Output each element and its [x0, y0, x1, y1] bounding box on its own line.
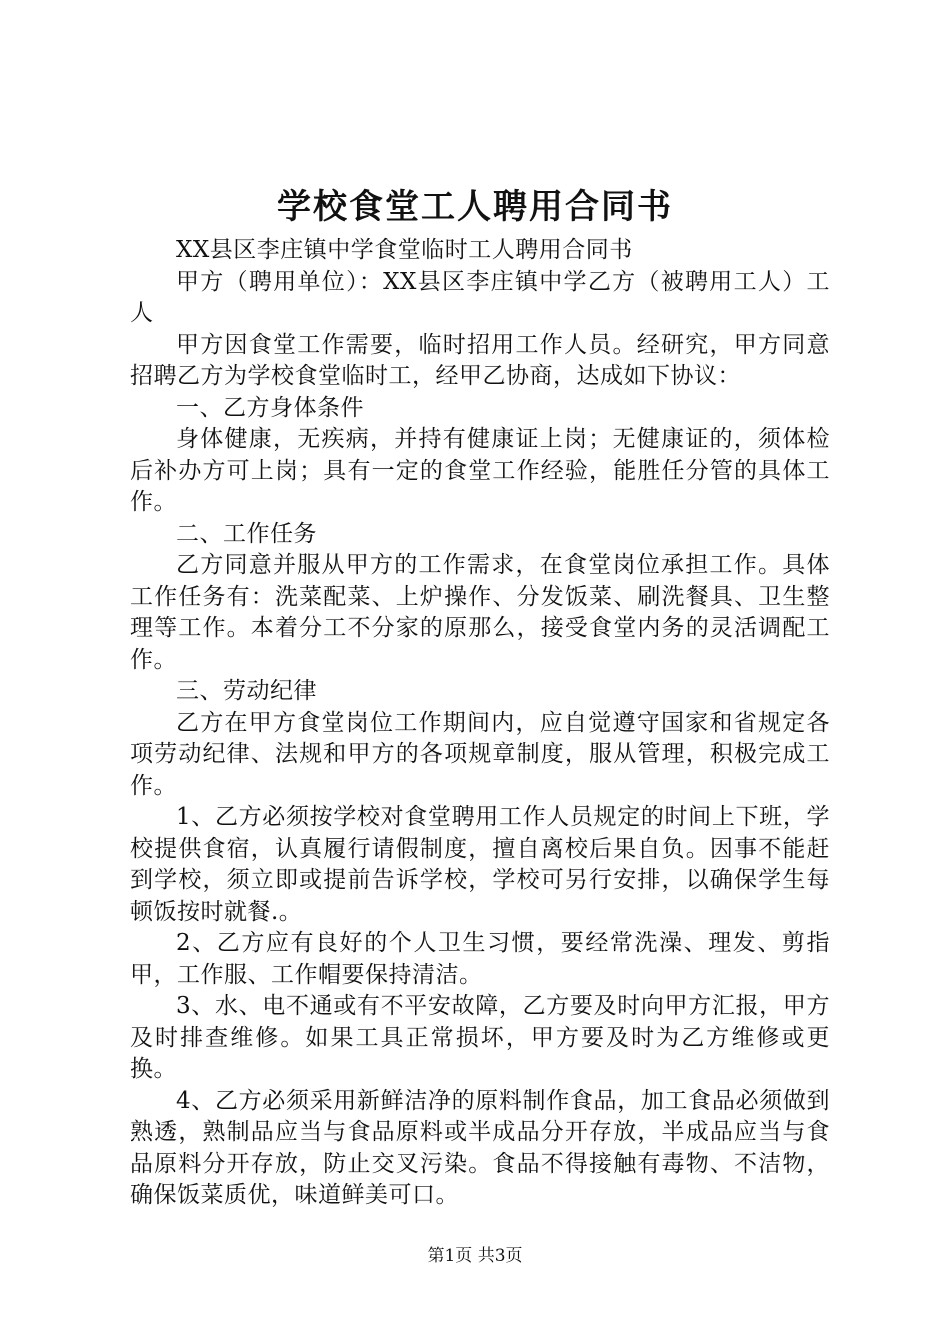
tasks-paragraph: 乙方同意并服从甲方的工作需求，在食堂岗位承担工作。具体工作任务有：洗菜配菜、上炉操作、分发饭菜、刷洗餐具、卫生整理等工作。本着分工不分家的原那么，接受食堂内务的灵活调配工作。 [130, 552, 830, 673]
section-heading-health: 一、乙方身体条件 [176, 394, 364, 421]
document-title: 学校食堂工人聘用合同书 [277, 187, 673, 227]
clause-1: 1、乙方必须按学校对食堂聘用工作人员规定的时间上下班，学校提供食宿，认真履行请假制度，擅自离校后果自负。因事不能赶到学校，须立即或提前告诉学校，学校可另行安排，以确保学生每顿饭按时就餐.。 [130, 804, 830, 925]
section-heading-discipline: 三、劳动纪律 [176, 678, 317, 704]
clause-3: 3、水、电不通或有不平安故障，乙方要及时向甲方汇报，甲方及时排查维修。如果工具正常损坏，甲方要及时为乙方维修或更换。 [130, 993, 830, 1082]
section-heading-tasks: 二、工作任务 [176, 520, 317, 547]
page-footer: 第1页 共3页 [427, 1246, 523, 1266]
contract-name-line: XX县区李庄镇中学食堂临时工人聘用合同书 [176, 237, 633, 263]
discipline-paragraph: 乙方在甲方食堂岗位工作期间内，应自觉遵守国家和省规定各项劳动纪律、法规和甲方的各项规章制度，服从管理，积极完成工作。 [130, 709, 830, 799]
parties-line: 甲方（聘用单位）：XX县区李庄镇中学乙方（被聘用工人）工人 [130, 268, 830, 326]
document-body [130, 235, 830, 1212]
clause-2: 2、乙方应有良好的个人卫生习惯，要经常洗澡、理发、剪指甲，工作服、工作帽要保持清洁。 [130, 930, 830, 988]
preamble-paragraph: 甲方因食堂工作需要，临时招用工作人员。经研究，甲方同意招聘乙方为学校食堂临时工，经甲乙协商，达成如下协议： [130, 331, 830, 389]
clause-4: 4、乙方必须采用新鲜洁净的原料制作食品，加工食品必须做到熟透，熟制品应当与食品原料或半成品分开存放，半成品应当与食品原料分开存放，防止交叉污染。食品不得接触有毒物、不洁物，确保饭菜质优，味道鲜美可口。 [130, 1087, 830, 1208]
health-paragraph: 身体健康，无疾病，并持有健康证上岗；无健康证的，须体检后补办方可上岗；具有一定的食堂工作经验，能胜任分管的具体工作。 [130, 426, 830, 515]
